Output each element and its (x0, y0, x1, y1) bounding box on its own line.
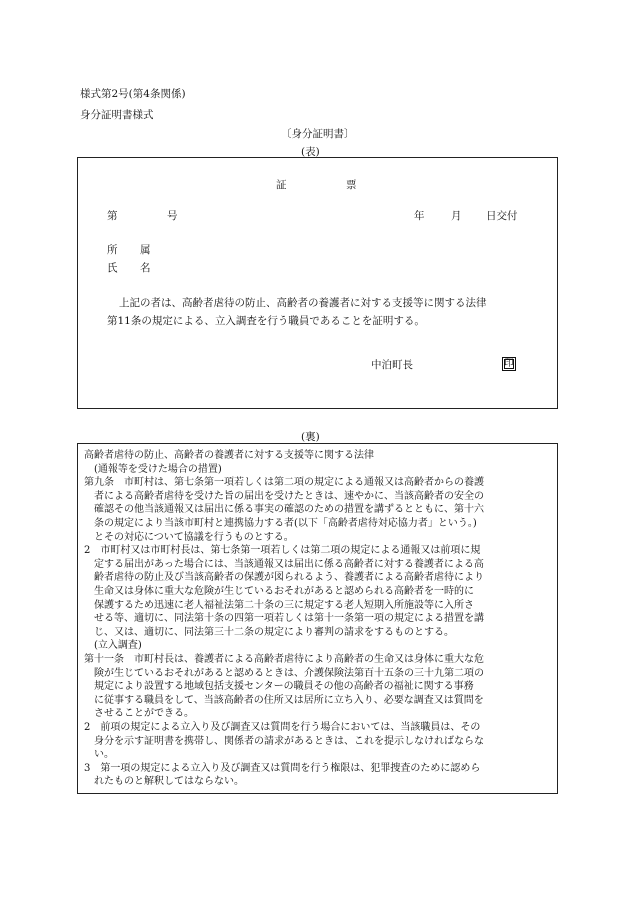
statute-line: させることができる。 (94, 708, 194, 720)
form-title: 身分証明書様式 (80, 109, 154, 121)
name-label-char-2: 名 (140, 262, 151, 274)
issuer-name: 中泊町長 (371, 359, 413, 371)
statute-line: 条の規定により当該市町村と連携協力する者(以下「高齢者虐待対応協力者」という。) (94, 518, 477, 529)
card-heading-char-1: 証 (276, 179, 287, 191)
seal-stamp (502, 357, 516, 371)
number-suffix: 号 (167, 210, 178, 222)
number-prefix: 第 (107, 210, 118, 222)
statute-line: 第九条 市町村は、第七条第一項若しくは第二項の規定による通報又は高齢者からの養護 (84, 477, 484, 489)
statute-line: に従事する職員をして、当該高齢者の住所又は居所に立ち入り、必要な調査又は質問を (94, 694, 484, 706)
front-card (77, 157, 558, 409)
card-heading-char-2: 票 (346, 179, 357, 191)
statute-line: (通報等を受けた場合の措置) (94, 463, 222, 475)
statute-line: せる等、適切に、同法第十条の四第一項若しくは第十一条第一項の規定による措置を講 (94, 613, 484, 625)
statute-line: 第十一条 市町村長は、養護者による高齢者虐待により高齢者の生命又は身体に重大な危 (84, 654, 484, 665)
form-number: 様式第2号(第4条関係) (80, 88, 186, 100)
statute-line: れたものと解釈してはならない。 (94, 776, 244, 788)
date-year: 年 (414, 210, 425, 222)
statute-line: とその対応について協議を行うものとする。 (94, 531, 294, 543)
statute-line: 確認その他当該通報又は届出に係る事実の確認のための措置を講ずるとともに、第十六 (94, 504, 484, 516)
statute-line: (立入調査) (94, 640, 142, 652)
back-card (77, 443, 558, 794)
statute-line: 高齢者虐待の防止、高齢者の養護者に対する支援等に関する法律 (84, 450, 374, 461)
statute-line: い。 (94, 749, 114, 761)
statute-line: 険が生じているおそれがあると認めるときは、介護保険法第百十五条の三十九第二項の (94, 667, 484, 679)
statute-line: 定する届出があった場合には、当該通報又は届出に係る高齢者に対する養護者による高 (94, 558, 484, 570)
front-side-label: (表) (301, 146, 320, 158)
affiliation-label-char-1: 所 (107, 244, 118, 256)
statement-line-2: 第11条の規定による、立入調査を行う職員であることを証明する。 (107, 315, 425, 327)
back-side-label: (裏) (301, 431, 320, 443)
date-month: 月 (451, 210, 462, 222)
statute-line: 規定により設置する地域包括支援センターの職員その他の高齢者の福祉に関する事務 (94, 681, 474, 693)
name-label-char-1: 氏 (107, 262, 118, 274)
statute-line: 3 第一項の規定による立入り及び調査又は質問を行う権限は、犯罪捜査のために認めら (84, 762, 481, 774)
statute-line: 生命又は身体に重大な危険が生じているおそれがあると認められる高齢者を一時的に (94, 586, 474, 597)
statute-line: 2 市町村又は市町村長は、第七条第一項若しくは第二項の規定による通報又は前項に規 (84, 545, 481, 557)
seal-character: 印 (504, 358, 514, 369)
statute-line: 者による高齢者虐待を受けた旨の届出を受けたときは、速やかに、当該高齢者の安全の (94, 490, 484, 502)
statute-line: じ、又は、適切に、同法第三十二条の規定により審判の請求をするものとする。 (94, 626, 454, 638)
date-day-issued: 日交付 (486, 210, 518, 222)
statute-line: 保護するため迅速に老人福祉法第二十条の三に規定する老人短期入所施設等に入所さ (94, 599, 474, 611)
statute-line: 齢者虐待の防止及び当該高齢者の保護が図られるよう、養護者による高齢者虐待により (94, 572, 484, 584)
statute-line: 2 前項の規定による立入り及び調査又は質問を行う場合においては、当該職員は、その (84, 722, 481, 733)
statement-line-1: 上記の者は、高齢者虐待の防止、高齢者の養護者に対する支援等に関する法律 (119, 297, 487, 309)
document-label: 〔身分証明書〕 (281, 128, 355, 140)
statute-line: 身分を示す証明書を携帯し、関係者の請求があるときは、これを提示しなければならな (94, 735, 484, 747)
affiliation-label-char-2: 属 (140, 244, 151, 256)
